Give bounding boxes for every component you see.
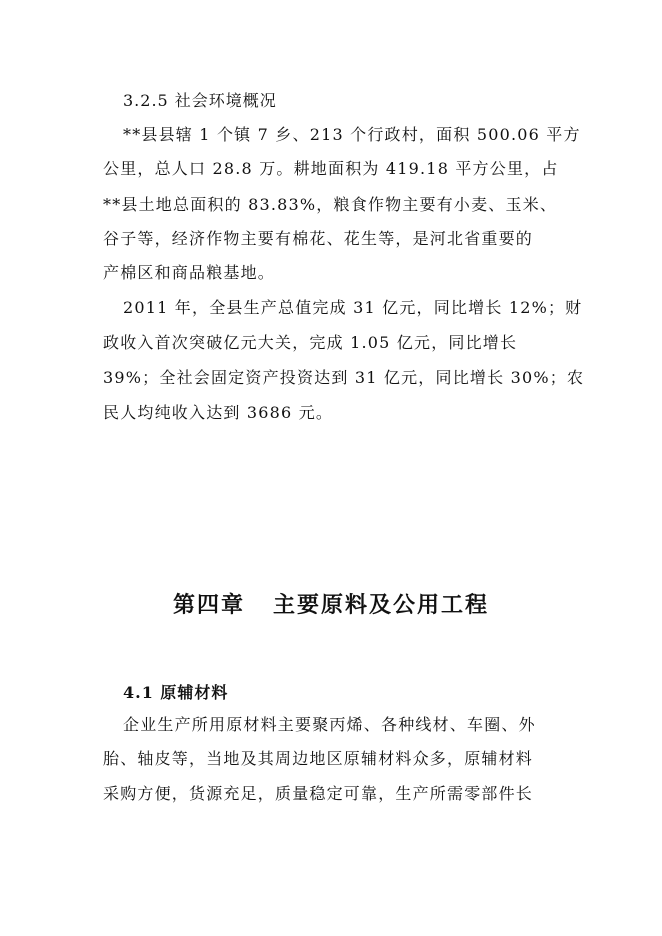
- paragraph-line: 39%；全社会固定资产投资达到 31 亿元，同比增长 30%；农: [103, 368, 585, 387]
- chapter-number: 第四章: [172, 592, 245, 618]
- paragraph-line: 胎、轴皮等，当地及其周边地区原辅材料众多，原辅材料: [103, 749, 534, 768]
- paragraph-line: 谷子等，经济作物主要有棉花、花生等，是河北省重要的: [103, 229, 534, 248]
- paragraph-line: 政收入首次突破亿元大关，完成 1.05 亿元，同比增长: [103, 333, 518, 352]
- paragraph-line: **县土地总面积的 83.83%，粮食作物主要有小麦、玉米、: [103, 195, 558, 214]
- paragraph-line: 采购方便，货源充足，质量稳定可靠，生产所需零部件长: [103, 784, 534, 803]
- paragraph-line: **县县辖 1 个镇 7 乡、213 个行政村，面积 500.06 平方: [123, 125, 581, 144]
- chapter-title: [0, 588, 662, 619]
- paragraph-line: 产棉区和商品粮基地。: [103, 263, 276, 282]
- paragraph-line: 2011 年，全县生产总值完成 31 亿元，同比增长 12%；财: [123, 298, 583, 317]
- section-heading-3-2-5: 3.2.5 社会环境概况: [123, 91, 277, 110]
- paragraph-line: 民人均纯收入达到 3686 元。: [103, 403, 334, 422]
- chapter-name: 主要原料及公用工程: [273, 592, 490, 618]
- section-heading-4-1: 4.1 原辅材料: [123, 683, 229, 702]
- paragraph-line: 企业生产所用原材料主要聚丙烯、各种线材、车圈、外: [123, 715, 536, 734]
- paragraph-line: 公里，总人口 28.8 万。耕地面积为 419.18 平方公里，占: [103, 159, 559, 178]
